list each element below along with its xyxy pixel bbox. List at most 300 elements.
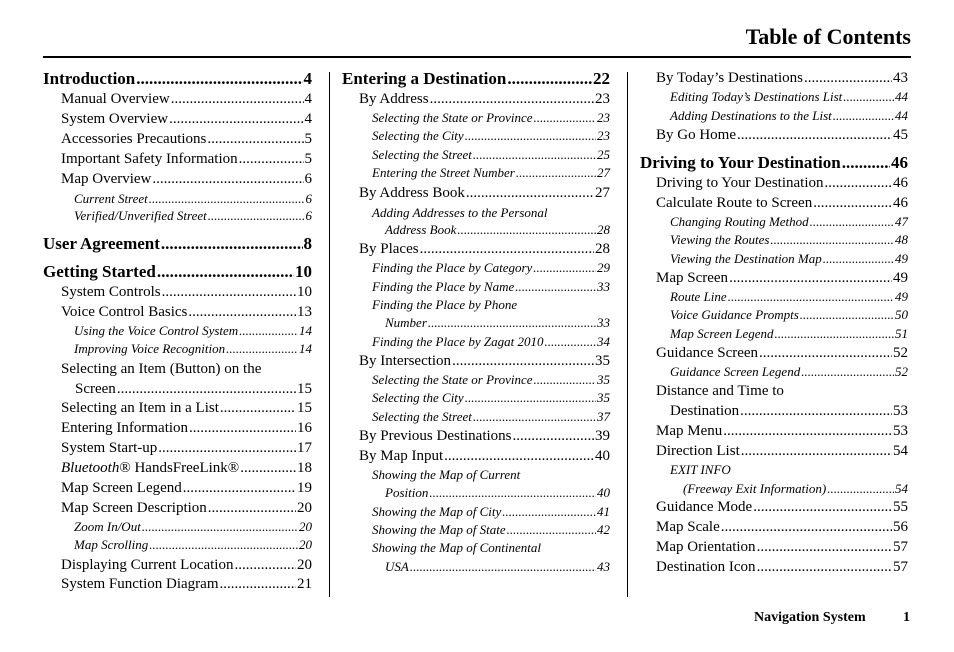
dot-leader xyxy=(770,233,894,246)
toc-entry[interactable] xyxy=(656,444,908,459)
dot-leader xyxy=(142,520,298,533)
dot-leader xyxy=(843,90,894,103)
toc-entry-title: Number xyxy=(385,315,427,330)
toc-page-number: 52 xyxy=(895,364,908,379)
dot-leader xyxy=(757,560,892,575)
dot-leader xyxy=(823,252,894,265)
toc-entry-title: Showing the Map of City xyxy=(372,504,502,519)
toc-entry[interactable] xyxy=(656,271,908,286)
toc-entry[interactable] xyxy=(372,468,610,481)
toc-entry[interactable] xyxy=(372,129,610,142)
dot-leader xyxy=(234,558,296,573)
toc-entry[interactable] xyxy=(74,209,312,222)
dot-leader xyxy=(502,505,596,518)
toc-entry[interactable] xyxy=(670,327,908,340)
dot-leader xyxy=(827,482,894,495)
toc-page-number: 46 xyxy=(893,195,908,211)
toc-page-number: 56 xyxy=(893,519,908,535)
toc-entry[interactable] xyxy=(656,500,908,515)
toc-page-number: 23 xyxy=(597,128,610,143)
toc-page-number: 25 xyxy=(597,147,610,162)
toc-entry[interactable] xyxy=(385,316,610,329)
toc-page-number: 57 xyxy=(893,539,908,555)
toc-page-number: 20 xyxy=(297,500,312,516)
dot-leader xyxy=(161,235,303,252)
toc-entry-title: Guidance Screen xyxy=(656,345,759,361)
dot-leader xyxy=(162,285,296,300)
toc-page-number: 23 xyxy=(595,91,610,107)
dot-leader xyxy=(220,577,297,592)
toc-page-number: 27 xyxy=(597,165,610,180)
toc-entry-title: Showing the Map of Continental xyxy=(372,540,541,555)
toc-entry[interactable] xyxy=(359,242,610,257)
toc-entry[interactable] xyxy=(359,186,610,201)
toc-entry-title: System Controls xyxy=(61,284,161,300)
toc-page-number: 21 xyxy=(297,576,312,592)
toc-entry-title: Displaying Current Location xyxy=(61,557,234,573)
toc-page-number: 18 xyxy=(297,460,312,476)
toc-entry[interactable] xyxy=(61,305,312,320)
toc-page-number: 28 xyxy=(597,222,610,237)
toc-page-number: 40 xyxy=(595,448,610,464)
toc-page-number: 50 xyxy=(895,307,908,322)
toc-page-number: 10 xyxy=(295,262,312,281)
toc-entry[interactable] xyxy=(683,482,908,495)
toc-entry-title: Adding Destinations to the List xyxy=(670,108,832,123)
toc-entry[interactable] xyxy=(359,429,610,444)
toc-entry-title: Finding the Place by Zagat 2010 xyxy=(372,334,544,349)
toc-entry[interactable] xyxy=(372,166,610,179)
toc-entry[interactable] xyxy=(43,263,312,280)
toc-page-number: 57 xyxy=(893,559,908,575)
toc-page-number: 53 xyxy=(893,423,908,439)
toc-page-number: 40 xyxy=(597,485,610,500)
toc-page-number: 49 xyxy=(895,289,908,304)
toc-entry-title: Viewing the Routes xyxy=(670,232,770,247)
toc-page-number: 5 xyxy=(304,151,312,167)
dot-leader xyxy=(813,196,892,211)
toc-entry-title: Destination xyxy=(670,403,740,419)
dot-leader xyxy=(507,523,596,536)
dot-leader xyxy=(410,560,596,573)
toc-entry-title: Viewing the Destination Map xyxy=(670,251,822,266)
toc-page-number: 20 xyxy=(297,557,312,573)
toc-entry[interactable] xyxy=(74,192,312,205)
toc-entry-title: Voice Guidance Prompts xyxy=(670,307,799,322)
toc-page-number: 49 xyxy=(895,251,908,266)
dot-leader xyxy=(208,209,305,222)
toc-entry[interactable] xyxy=(61,132,312,147)
toc-page-number: 44 xyxy=(895,89,908,104)
toc-entry[interactable] xyxy=(656,540,908,555)
toc-entry-title: Finding the Place by Category xyxy=(372,260,533,275)
dot-leader xyxy=(534,373,596,386)
toc-entry-title: Guidance Screen Legend xyxy=(670,364,801,379)
toc-entry[interactable] xyxy=(61,92,312,107)
toc-entry[interactable] xyxy=(43,235,312,252)
toc-page-number: 14 xyxy=(299,323,312,338)
toc-page-number: 33 xyxy=(597,279,610,294)
toc-entry[interactable] xyxy=(61,558,312,573)
toc-entry[interactable] xyxy=(640,154,908,171)
dot-leader xyxy=(136,70,302,87)
toc-entry-title: Route Line xyxy=(670,289,727,304)
toc-page-number: 5 xyxy=(304,131,312,147)
toc-page-number: 28 xyxy=(595,241,610,257)
toc-page-number: 15 xyxy=(297,400,312,416)
toc-page-number: 29 xyxy=(597,260,610,275)
toc-entry-title: Map Overview xyxy=(61,171,152,187)
toc-entry[interactable] xyxy=(385,560,610,573)
toc-entry-title: (Freeway Exit Information) xyxy=(683,481,827,496)
toc-entry-title: Map Scrolling xyxy=(74,537,149,552)
toc-entry[interactable] xyxy=(372,523,610,536)
dot-leader xyxy=(428,316,596,329)
toc-page-number: 35 xyxy=(597,372,610,387)
toc-entry[interactable] xyxy=(372,391,610,404)
toc-entry[interactable] xyxy=(656,128,908,143)
toc-page-number: 52 xyxy=(893,345,908,361)
dot-leader xyxy=(117,382,296,397)
toc-entry-title: Using the Voice Control System xyxy=(74,323,239,338)
toc-entry-title: Important Safety Information xyxy=(61,151,238,167)
toc-entry-title: Entering the Street Number xyxy=(372,165,515,180)
toc-page-number: 10 xyxy=(297,284,312,300)
dot-leader xyxy=(740,404,892,419)
toc-entry[interactable] xyxy=(61,461,312,476)
toc-entry-title: Guidance Mode xyxy=(656,499,753,515)
toc-entry-title: Editing Today’s Destinations List xyxy=(670,89,843,104)
dot-leader xyxy=(729,271,892,286)
toc-entry[interactable] xyxy=(359,449,610,464)
dot-leader xyxy=(516,166,596,179)
toc-entry[interactable] xyxy=(372,280,610,293)
dot-leader xyxy=(804,71,892,86)
toc-page-number: 35 xyxy=(595,353,610,369)
toc-entry-title: Driving to Your Destination xyxy=(656,175,824,191)
toc-page-number: 6 xyxy=(305,208,312,223)
toc-entry[interactable] xyxy=(385,223,610,236)
toc-entry-title: Current Street xyxy=(74,191,148,206)
toc-page-number: 35 xyxy=(597,390,610,405)
toc-entry-title: By Previous Destinations xyxy=(359,428,512,444)
toc-entry[interactable] xyxy=(372,541,610,554)
dot-leader xyxy=(430,92,594,107)
toc-page-number: 15 xyxy=(297,381,312,397)
dot-leader xyxy=(759,346,892,361)
toc-entry-title: Voice Control Basics xyxy=(61,304,188,320)
toc-page-number: 45 xyxy=(893,127,908,143)
toc-page-number: 43 xyxy=(893,70,908,86)
dot-leader xyxy=(220,401,296,416)
toc-entry[interactable] xyxy=(74,342,312,355)
toc-entry-title: System Overview xyxy=(61,111,169,127)
dot-leader xyxy=(420,242,594,257)
toc-entry-title: Selecting an Item (Button) on the xyxy=(61,361,262,377)
toc-entry-title: By Address xyxy=(359,91,429,107)
toc-entry[interactable] xyxy=(656,384,908,399)
dot-leader xyxy=(465,129,596,142)
dot-leader xyxy=(833,109,894,122)
dot-leader xyxy=(800,308,894,321)
toc-entry-title: Showing the Map of Current xyxy=(372,467,521,482)
toc-entry-title: Getting Started xyxy=(43,262,156,281)
toc-page-number: 34 xyxy=(597,334,610,349)
dot-leader xyxy=(473,148,596,161)
dot-leader xyxy=(240,461,296,476)
toc-entry[interactable] xyxy=(372,410,610,423)
toc-entry[interactable] xyxy=(61,152,312,167)
dot-leader xyxy=(452,354,594,369)
column-divider-2 xyxy=(627,72,628,597)
toc-entry-title: Selecting the State or Province xyxy=(372,110,533,125)
column-divider-1 xyxy=(329,72,330,597)
toc-entry[interactable] xyxy=(670,252,908,265)
toc-entry-title: Selecting the City xyxy=(372,390,464,405)
toc-entry-title: Selecting the Street xyxy=(372,147,472,162)
toc-page-number: 51 xyxy=(895,326,908,341)
toc-entry-title: Entering Information xyxy=(61,420,189,436)
toc-entry-title: Map Screen Legend xyxy=(61,480,182,496)
toc-entry[interactable] xyxy=(656,424,908,439)
toc-entry-title: Verified/Unverified Street xyxy=(74,208,207,223)
toc-entry[interactable] xyxy=(656,560,908,575)
dot-leader xyxy=(208,501,296,516)
toc-entry[interactable] xyxy=(656,346,908,361)
dot-leader xyxy=(183,481,296,496)
toc-page-number: 27 xyxy=(595,185,610,201)
toc-entry[interactable] xyxy=(372,261,610,274)
toc-entry[interactable] xyxy=(670,109,908,122)
toc-entry[interactable] xyxy=(372,335,610,348)
toc-entry[interactable] xyxy=(372,206,610,219)
toc-page-number: 19 xyxy=(297,480,312,496)
toc-page-number: 49 xyxy=(893,270,908,286)
toc-page-number: 54 xyxy=(895,481,908,496)
toc-entry[interactable] xyxy=(670,90,908,103)
toc-page-number: 8 xyxy=(303,234,312,253)
toc-page-number: 33 xyxy=(597,315,610,330)
dot-leader xyxy=(757,540,892,555)
dot-leader xyxy=(239,324,298,337)
toc-entry-title: Map Screen xyxy=(656,270,729,286)
toc-page-number: 4 xyxy=(304,91,312,107)
toc-entry-title: By Address Book xyxy=(359,185,465,201)
toc-entry[interactable] xyxy=(61,501,312,516)
toc-page-number: 37 xyxy=(597,409,610,424)
toc-page-number: 48 xyxy=(895,232,908,247)
toc-entry-title: Introduction xyxy=(43,69,136,88)
toc-entry[interactable] xyxy=(61,112,312,127)
toc-entry-title: Selecting an Item in a List xyxy=(61,400,219,416)
dot-leader xyxy=(152,172,303,187)
toc-entry[interactable] xyxy=(670,215,908,228)
toc-page-number: 6 xyxy=(304,171,312,187)
toc-entry-title: Showing the Map of State xyxy=(372,522,506,537)
toc-entry-title: Adding Addresses to the Personal xyxy=(372,205,548,220)
dot-leader xyxy=(533,261,596,274)
dot-leader xyxy=(149,538,298,551)
toc-entry-title: Finding the Place by Phone xyxy=(372,297,518,312)
toc-entry[interactable] xyxy=(670,290,908,303)
dot-leader xyxy=(444,449,594,464)
dot-leader xyxy=(169,112,303,127)
dot-leader xyxy=(842,154,890,171)
toc-page-number: 46 xyxy=(891,153,908,172)
dot-leader xyxy=(465,391,596,404)
toc-entry-title: System Function Diagram xyxy=(61,576,219,592)
toc-entry-title: Selecting the Street xyxy=(372,409,472,424)
toc-page-number: 41 xyxy=(597,504,610,519)
toc-entry[interactable] xyxy=(656,520,908,535)
toc-entry-title: System Start-up xyxy=(61,440,158,456)
toc-entry[interactable] xyxy=(342,70,610,87)
toc-entry-title: Bluetooth® HandsFreeLink® xyxy=(61,460,240,476)
toc-entry[interactable] xyxy=(61,401,312,416)
dot-leader xyxy=(721,520,892,535)
toc-entry-title: Manual Overview xyxy=(61,91,170,107)
toc-entry[interactable] xyxy=(61,285,312,300)
toc-entry-title: Screen xyxy=(75,381,116,397)
dot-leader xyxy=(188,305,296,320)
toc-entry[interactable] xyxy=(372,373,610,386)
dot-leader xyxy=(466,186,594,201)
toc-page-number: 6 xyxy=(305,191,312,206)
dot-leader xyxy=(157,263,294,280)
toc-entry-title: By Map Input xyxy=(359,448,444,464)
toc-entry[interactable] xyxy=(670,308,908,321)
toc-entry[interactable] xyxy=(670,404,908,419)
toc-entry[interactable] xyxy=(61,362,312,377)
toc-page-number: 47 xyxy=(895,214,908,229)
toc-entry-title: Zoom In/Out xyxy=(74,519,141,534)
toc-entry[interactable] xyxy=(61,577,312,592)
toc-entry[interactable] xyxy=(372,111,610,124)
toc-entry[interactable] xyxy=(372,505,610,518)
toc-entry-title: Direction List xyxy=(656,443,740,459)
dot-leader xyxy=(171,92,304,107)
title-rule xyxy=(43,56,911,58)
toc-entry[interactable] xyxy=(359,92,610,107)
dot-leader xyxy=(457,223,596,236)
toc-entry-title: Entering a Destination xyxy=(342,69,507,88)
toc-page-number: 39 xyxy=(595,428,610,444)
dot-leader xyxy=(775,327,895,340)
dot-leader xyxy=(239,152,304,167)
toc-entry-title: Map Orientation xyxy=(656,539,756,555)
toc-entry-title: Map Screen Legend xyxy=(670,326,774,341)
toc-page-number: 16 xyxy=(297,420,312,436)
toc-entry-title: USA xyxy=(385,559,409,574)
toc-entry[interactable] xyxy=(670,365,908,378)
toc-entry-title: Position xyxy=(385,485,429,500)
toc-entry[interactable] xyxy=(61,421,312,436)
dot-leader xyxy=(226,342,298,355)
footer-page-number: 1 xyxy=(903,610,910,625)
toc-entry[interactable] xyxy=(670,233,908,246)
dot-leader xyxy=(737,128,892,143)
toc-entry[interactable] xyxy=(372,148,610,161)
toc-entry[interactable] xyxy=(43,70,312,87)
toc-entry-title: Selecting the City xyxy=(372,128,464,143)
toc-page-number: 4 xyxy=(304,111,312,127)
toc-entry-title: By Today’s Destinations xyxy=(656,70,804,86)
toc-entry[interactable] xyxy=(656,71,908,86)
toc-entry[interactable] xyxy=(61,172,312,187)
toc-page-number: 14 xyxy=(299,341,312,356)
toc-entry-title: User Agreement xyxy=(43,234,160,253)
dot-leader xyxy=(753,500,892,515)
toc-entry[interactable] xyxy=(74,520,312,533)
toc-entry[interactable] xyxy=(61,441,312,456)
dot-leader xyxy=(825,176,892,191)
toc-entry-title: By Intersection xyxy=(359,353,452,369)
toc-entry[interactable] xyxy=(656,176,908,191)
toc-entry-title: Changing Routing Method xyxy=(670,214,809,229)
dot-leader xyxy=(801,365,894,378)
toc-entry[interactable] xyxy=(385,486,610,499)
dot-leader xyxy=(473,410,596,423)
dot-leader xyxy=(158,441,296,456)
toc-entry-title: Destination Icon xyxy=(656,559,756,575)
toc-entry-title: Selecting the State or Province xyxy=(372,372,533,387)
toc-entry-title: Map Screen Description xyxy=(61,500,207,516)
toc-page-number: 22 xyxy=(593,69,610,88)
toc-entry[interactable] xyxy=(372,298,610,311)
dot-leader xyxy=(741,444,892,459)
toc-entry-title: Accessories Precautions xyxy=(61,131,207,147)
dot-leader xyxy=(429,486,596,499)
dot-leader xyxy=(207,132,303,147)
dot-leader xyxy=(507,70,592,87)
toc-entry-title: Finding the Place by Name xyxy=(372,279,515,294)
toc-entry[interactable] xyxy=(61,481,312,496)
toc-page-number: 17 xyxy=(297,440,312,456)
toc-entry[interactable] xyxy=(359,354,610,369)
toc-entry-title: EXIT INFO xyxy=(670,462,731,477)
footer-label: Navigation System xyxy=(754,610,866,625)
toc-page-number: 54 xyxy=(893,443,908,459)
dot-leader xyxy=(513,429,595,444)
dot-leader xyxy=(545,335,596,348)
dot-leader xyxy=(515,280,596,293)
toc-page-number: 20 xyxy=(299,537,312,552)
toc-page-number: 13 xyxy=(297,304,312,320)
toc-entry[interactable] xyxy=(656,196,908,211)
toc-entry-title: By Places xyxy=(359,241,419,257)
page-title: Table of Contents xyxy=(745,24,911,49)
toc-entry-title: Calculate Route to Screen xyxy=(656,195,813,211)
dot-leader xyxy=(728,290,894,303)
toc-page-number: 53 xyxy=(893,403,908,419)
toc-entry-title: By Go Home xyxy=(656,127,736,143)
toc-entry[interactable] xyxy=(74,324,312,337)
dot-leader xyxy=(189,421,296,436)
toc-page-number: 44 xyxy=(895,108,908,123)
dot-leader xyxy=(149,192,305,205)
dot-leader xyxy=(810,215,894,228)
dot-leader xyxy=(534,111,596,124)
toc-page-number: 42 xyxy=(597,522,610,537)
toc-page-number: 46 xyxy=(893,175,908,191)
toc-entry-title: Map Menu xyxy=(656,423,723,439)
toc-entry[interactable] xyxy=(74,538,312,551)
toc-page-number: 55 xyxy=(893,499,908,515)
toc-entry[interactable] xyxy=(670,463,908,476)
toc-page-number: 23 xyxy=(597,110,610,125)
toc-entry[interactable] xyxy=(75,382,312,397)
toc-page-number: 20 xyxy=(299,519,312,534)
